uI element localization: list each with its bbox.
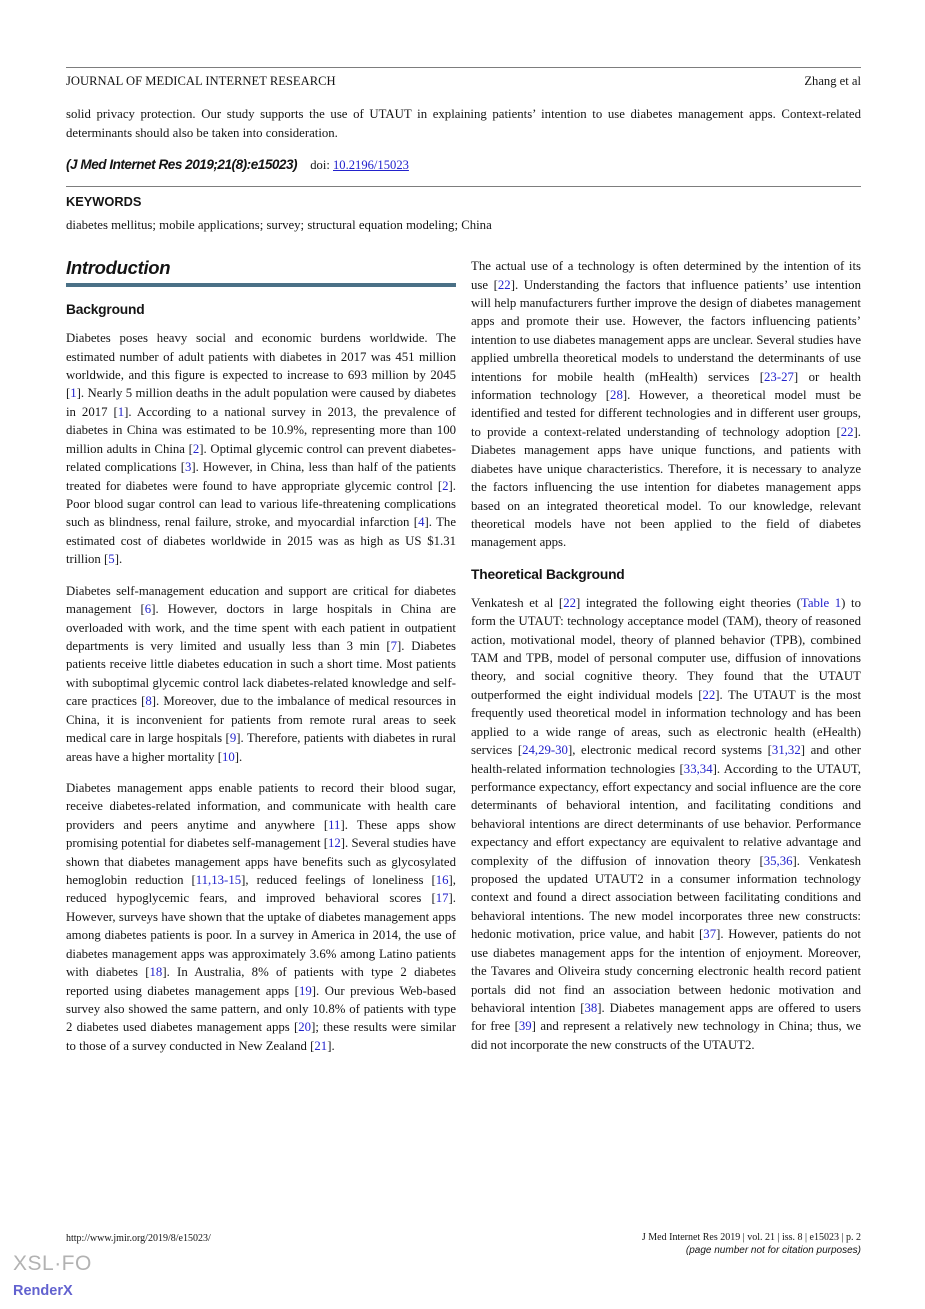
journal-title: JOURNAL OF MEDICAL INTERNET RESEARCH	[66, 74, 336, 88]
keywords-text: diabetes mellitus; mobile applications; survey; structural equation modeling; China	[66, 218, 492, 233]
citation-ref-link[interactable]: 1	[117, 404, 125, 419]
citation-ref-link[interactable]: 21	[314, 1038, 328, 1053]
footer-citation-line: J Med Internet Res 2019 | vol. 21 | iss. 8 | e15023 | p. 2	[641, 1232, 861, 1243]
running-author: Zhang et al	[804, 74, 861, 88]
citation-ref-link[interactable]: 2	[442, 478, 449, 493]
citation-ref-link[interactable]: 31,32	[771, 743, 801, 758]
citation-ref-link[interactable]: 9	[229, 731, 237, 746]
page-content	[0, 67, 925, 1068]
citation-ref-link[interactable]: 2	[192, 441, 200, 456]
running-header	[66, 74, 861, 89]
citation-ref-link[interactable]: 12	[328, 836, 341, 851]
introduction-heading: Introduction	[66, 257, 171, 279]
citation-ref-link[interactable]: 35,36	[763, 853, 793, 868]
citation-ref-link[interactable]: 23-27	[764, 369, 794, 384]
citation-ref-link[interactable]: 5	[108, 552, 115, 567]
citation-ref-link[interactable]: 4	[418, 515, 425, 530]
background-paragraph-2: Diabetes self-management education and support are critical for diabetes management [6]. However, doctors in large hospitals in China are overloaded with work, and the time spent with each patient in outpatient departments is very limited and usually less than 3 min [7]. Diabetes patients receive little diabetes education in such a short time. Most patients with suboptimal glycemic control lack diabetes-related knowledge and self-care practices [8]. Moreover, due to the imbalance of medical resources in China, it is inconvenient for patients from remote rural areas to seek medical care in large hospitals [9]. Therefore, patients with diabetes in rural areas have a higher mortality [10].	[66, 583, 456, 764]
citation-ref-link[interactable]: 24,29-30	[522, 743, 568, 758]
citation-ref-link[interactable]: Table 1	[800, 595, 842, 610]
citation-ref-link[interactable]: 28	[610, 388, 623, 403]
citation-ref-link[interactable]: 10	[221, 749, 235, 764]
right-paragraph-2: Venkatesh et al [22] integrated the following eight theories (Table 1) to form the UTAUT: technology acceptance model (TAM), theory of reasoned action, motivational model, theory of planned behavior (TPB), combined TAM and TPB, model of personal computer use, diffusion of innovations theory, and social cognitive theory. They found that the UTAUT outperformed the eight individual models [22]. The UTAUT is the most frequently used theoretical model in information technology and has been applied to a wide range of areas, such as electronic health (eHealth) services [24,29-30], electronic medical record systems [31,32] and other health-related information technologies [33,34]. According to the UTAUT, performance expectancy, effort expectancy and social influence are the core determinants of behavioral intention, and facilitating conditions and behavioral intentions are direct determinants of use behavior. Performance expectancy and effort expectancy are equivalent to relative advantage and complexity of the diffusion of innovation theory [35,36]. Venkatesh proposed the updated UTAUT2 in a consumer information technology context and found a direct association between facilitating conditions and behavioral intentions. The new model incorporates three new constructs: hedonic motivation, price value, and habit [37]. However, patients do not use diabetes management apps for the intention of enjoyment. Moreover, the Tavares and Oliveira study concerning electronic health record patient portals did not find an association between hedonic motivation and behavioral intention [38]. Diabetes management apps are offered to users for free [39] and represent a relatively new technology in China; thus, we did not incorporate the new constructs of the UTAUT2.	[471, 595, 861, 1052]
theoretical-background-heading: Theoretical Background	[471, 566, 625, 582]
footer-citation-block	[642, 1231, 861, 1257]
xslfo-logo: XSL·FO	[13, 1252, 92, 1275]
citation-ref-link[interactable]: 20	[298, 1020, 312, 1035]
right-paragraph-1: The actual use of a technology is often determined by the intention of its use [22]. Understanding the factors that influence patients’ use intention will help manufacturers further improve the design of diabetes management apps and promote their use. However, the factors influencing patients’ intention to use diabetes management apps are unclear. Several studies have applied umbrella theoretical models to understand the determinants of use intentions for mobile health (mHealth) services [23-27] or health information technology [28]. However, a theoretical model must be identified and tested for different technologies and in different user groups, to provide a context-related understanding of technology adoption [22]. Diabetes management apps have unique functions, and patients with diabetes have unique characteristics. Therefore, it is necessary to analyze the factors influencing the use intention for diabetes management apps based on an integrated theoretical model. To our knowledge, relevant theoretical models have not been applied to the field of diabetes management apps.	[471, 259, 861, 550]
keywords-heading: KEYWORDS	[66, 194, 142, 210]
citation-ref-link[interactable]: 11	[328, 817, 341, 832]
renderx-logo[interactable]: RenderX	[13, 1283, 73, 1299]
citation-line	[66, 157, 861, 173]
citation-ref-link[interactable]: 18	[149, 965, 163, 980]
background-heading: Background	[66, 302, 145, 318]
background-paragraph-3: Diabetes management apps enable patients to record their blood sugar, receive diabetes-related information, and communicate with health care providers and peers anytime and anywhere [11]. These apps show promising potential for diabetes self-management [12]. Several studies have shown that diabetes management apps have benefits such as glycosylated hemoglobin reduction [11,13-15], reduced feelings of loneliness [16], reduced hypoglycemic fears, and improved behavioral scores [17]. However, surveys have shown that the uptake of diabetes management apps among diabetes patients is poor. In a survey in America in 2014, the use of diabetes management apps was approximately 3.6% among Latino patients with diabetes [18]. In Australia, 8% of patients with type 2 diabetes reported using diabetes management apps [19]. Our previous Web-based survey also showed the same pattern, and only 10.8% of patients with type 2 diabetes used diabetes management apps [20]; these results were similar to those of a survey conducted in New Zealand [21].	[66, 780, 456, 1053]
citation-ref-link[interactable]: 22	[840, 424, 854, 439]
citation-ref-link[interactable]: 22	[497, 277, 511, 292]
citation-ref-link[interactable]: 1	[70, 386, 77, 401]
introduction-heading-rule	[66, 283, 456, 287]
citation-ref-link[interactable]: 19	[298, 983, 312, 998]
doi-link[interactable]: 10.2196/15023	[333, 158, 409, 173]
two-column-body	[66, 257, 861, 1068]
citation-ref-link[interactable]: 3	[185, 460, 192, 475]
header-top-rule	[66, 67, 861, 68]
citation-ref-link[interactable]: 22	[563, 595, 576, 610]
citation-ref-link[interactable]: 39	[518, 1019, 532, 1034]
doi-label: doi:	[310, 158, 330, 173]
right-column	[471, 257, 861, 1068]
citation-ref-link[interactable]: 33,34	[683, 761, 713, 776]
citation-ref-link[interactable]: 6	[144, 602, 152, 617]
left-column	[66, 257, 456, 1068]
citation-ref-link[interactable]: 17	[435, 891, 449, 906]
footer-url: http://www.jmir.org/2019/8/e15023/	[66, 1233, 211, 1244]
citation-ref-link[interactable]: 8	[145, 694, 152, 709]
citation-ref-link[interactable]: 22	[702, 687, 716, 702]
citation-ref-link[interactable]: 11,13-15	[195, 873, 242, 888]
citation-ref-link[interactable]: 7	[390, 638, 398, 653]
journal-citation: (J Med Internet Res 2019;21(8):e15023)	[66, 157, 298, 173]
keywords-rule	[66, 186, 861, 187]
footer-page-note: (page number not for citation purposes)	[685, 1245, 861, 1256]
citation-ref-link[interactable]: 37	[703, 927, 717, 942]
background-paragraph-1: Diabetes poses heavy social and economic burdens worldwide. The estimated number of adult patients with diabetes in 2017 was 451 million worldwide, and this figure is expected to increase to 693 million by 2045 [1]. Nearly 5 million deaths in the adult population were caused by diabetes in 2017 [1]. According to a national survey in 2013, the prevalence of diabetes in China was estimated to be 10.9%, representing more than 100 million adults in China [2]. Optimal glycemic control can prevent diabetes-related complications [3]. However, in China, less than half of the patients treated for diabetes were found to have appropriate glycemic control [2]. Poor blood sugar control can lead to various life-threatening complications such as blindness, renal failure, stroke, and myocardial infarction [4]. The estimated cost of diabetes worldwide in 2015 was as high as US $1.31 trillion [5].	[66, 331, 457, 567]
citation-ref-link[interactable]: 38	[584, 1000, 598, 1015]
abstract-continuation: solid privacy protection. Our study supports the use of UTAUT in explaining patients’ intention to use diabetes management apps. Context-related determinants should also be taken into consideration.	[66, 107, 861, 140]
citation-ref-link[interactable]: 16	[435, 873, 449, 888]
